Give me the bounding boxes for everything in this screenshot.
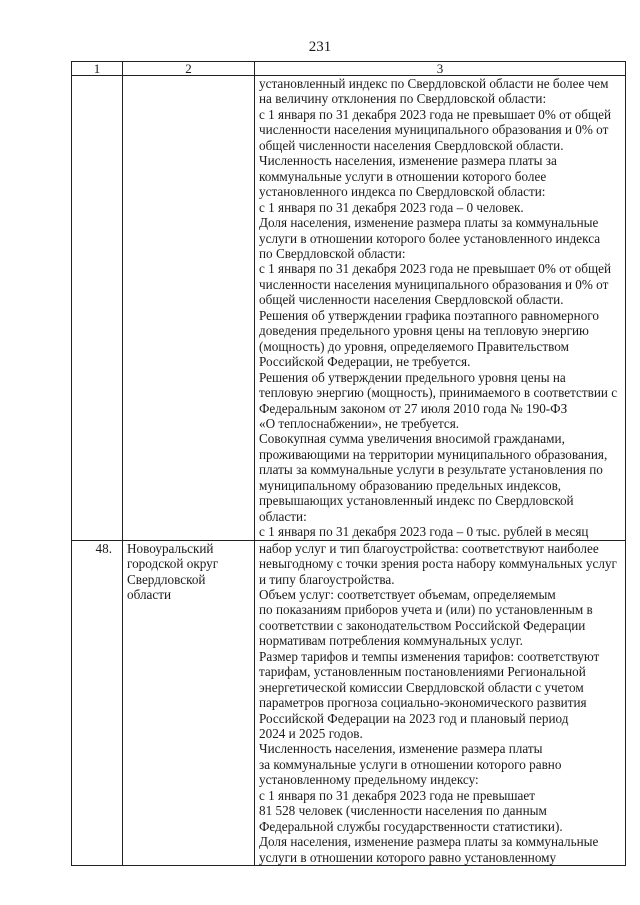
content-line: энергетической комиссии Свердловской области с учетом	[259, 679, 584, 695]
content-line: Федеральным законом от 27 июля 2010 года № 190-ФЗ	[259, 400, 568, 416]
content-line: по Свердловской области:	[259, 245, 406, 261]
municipality-name	[123, 76, 255, 541]
content-line: с 1 января по 31 декабря 2023 года – 0 тыс. рублей в месяц	[259, 524, 589, 540]
content-line: 2024 и 2025 годов.	[259, 726, 363, 742]
municipality-name-line: Свердловской	[127, 571, 206, 587]
content-line: муниципальному образованию предельных индексов,	[259, 477, 562, 493]
document-table	[71, 61, 626, 866]
content-line: по показаниям приборов учета и (или) по установленным в	[259, 602, 593, 618]
content-line: тепловую энергию (мощность), принимаемого в соответствии с	[259, 385, 618, 401]
content-line: общей численности населения Свердловской области.	[259, 137, 564, 153]
content-line: Доля населения, изменение размера платы за коммунальные	[259, 215, 599, 231]
content-line: с 1 января по 31 декабря 2023 года не превышает 0% от общей	[259, 261, 612, 277]
content-line: набор услуг и тип благоустройства: соответствуют наиболее	[259, 540, 599, 556]
table-row	[72, 76, 626, 541]
content-line: численности населения муниципального образования и 0% от	[259, 276, 609, 292]
content-line: установленного индекса по Свердловской области:	[259, 184, 546, 200]
content-line: с 1 января по 31 декабря 2023 года – 0 человек.	[259, 199, 524, 215]
row-content	[255, 540, 626, 866]
content-line: Численность населения, изменение размера платы	[259, 741, 543, 757]
content-line: на величину отклонения по Свердловской области:	[259, 91, 547, 107]
column-header-1: 1	[72, 62, 123, 76]
content-line: Доля населения, изменение размера платы за коммунальные	[259, 834, 599, 850]
content-line: общей численности населения Свердловской области.	[259, 292, 564, 308]
row-content	[255, 76, 626, 541]
row-number: 48.	[72, 540, 123, 866]
content-line: платы за коммунальные услуги в результате установления по	[259, 462, 603, 478]
content-line: доведения предельного уровня цены на тепловую энергию	[259, 323, 589, 339]
content-line: Федеральной службы государственности статистики).	[259, 818, 563, 834]
table-row	[72, 540, 626, 866]
content-line: Объем услуг: соответствует объемам, определяемым	[259, 586, 556, 602]
municipality-name	[123, 540, 255, 866]
table-header-row	[72, 62, 626, 76]
content-line: 81 528 человек (численности населения по данным	[259, 803, 547, 819]
content-line: установленному предельному индексу:	[259, 772, 479, 788]
content-line: коммунальные услуги в отношении которого более	[259, 168, 547, 184]
content-line: превышающих установленный индекс по Свердловской	[259, 493, 574, 509]
municipality-name-line: области	[127, 586, 172, 602]
content-line: тарифам, установленным постановлениями Региональной	[259, 664, 586, 680]
content-line: Российской Федерации на 2023 год и плановый период	[259, 710, 569, 726]
column-header-2: 2	[123, 62, 255, 76]
content-line: параметров прогноза социально-экономического развития	[259, 695, 587, 711]
content-line: Численность населения, изменение размера платы за	[259, 153, 557, 169]
municipality-name-line: городской округ	[127, 556, 219, 572]
municipality-name-line: Новоуральский	[127, 540, 214, 556]
column-header-3: 3	[255, 62, 626, 76]
content-line: и типу благоустройства.	[259, 571, 395, 587]
content-line: (мощность) до уровня, определяемого Правительством	[259, 338, 569, 354]
content-line: Размер тарифов и темпы изменения тарифов: соответствуют	[259, 648, 600, 664]
content-line: Решения об утверждении графика поэтапного равномерного	[259, 307, 599, 323]
content-line: проживающими на территории муниципального образования,	[259, 446, 608, 462]
content-line: Совокупная сумма увеличения вносимой гражданами,	[259, 431, 565, 447]
content-line: услуги в отношении которого более установленного индекса	[259, 230, 601, 246]
content-line: Решения об утверждении предельного уровня цены на	[259, 369, 566, 385]
page-number: 231	[308, 39, 332, 55]
content-line: области:	[259, 508, 307, 524]
content-line: за коммунальные услуги в отношении которого равно	[259, 756, 562, 772]
content-line: установленный индекс по Свердловской области не более чем	[259, 76, 609, 91]
content-line: услуги в отношении которого равно установленному	[259, 849, 557, 865]
content-line: соответствии с законодательством Российской Федерации	[259, 617, 586, 633]
content-line: численности населения муниципального образования и 0% от	[259, 122, 609, 138]
content-line: с 1 января по 31 декабря 2023 года не превышает 0% от общей	[259, 106, 612, 122]
content-line: с 1 января по 31 декабря 2023 года не превышает	[259, 787, 535, 803]
content-line: нормативам потребления коммунальных услуг.	[259, 633, 523, 649]
content-line: «О теплоснабжении», не требуется.	[259, 415, 460, 431]
row-number	[72, 76, 123, 541]
content-line: невыгодному с точки зрения роста набору коммунальных услуг	[259, 556, 617, 572]
content-line: Российской Федерации, не требуется.	[259, 354, 471, 370]
